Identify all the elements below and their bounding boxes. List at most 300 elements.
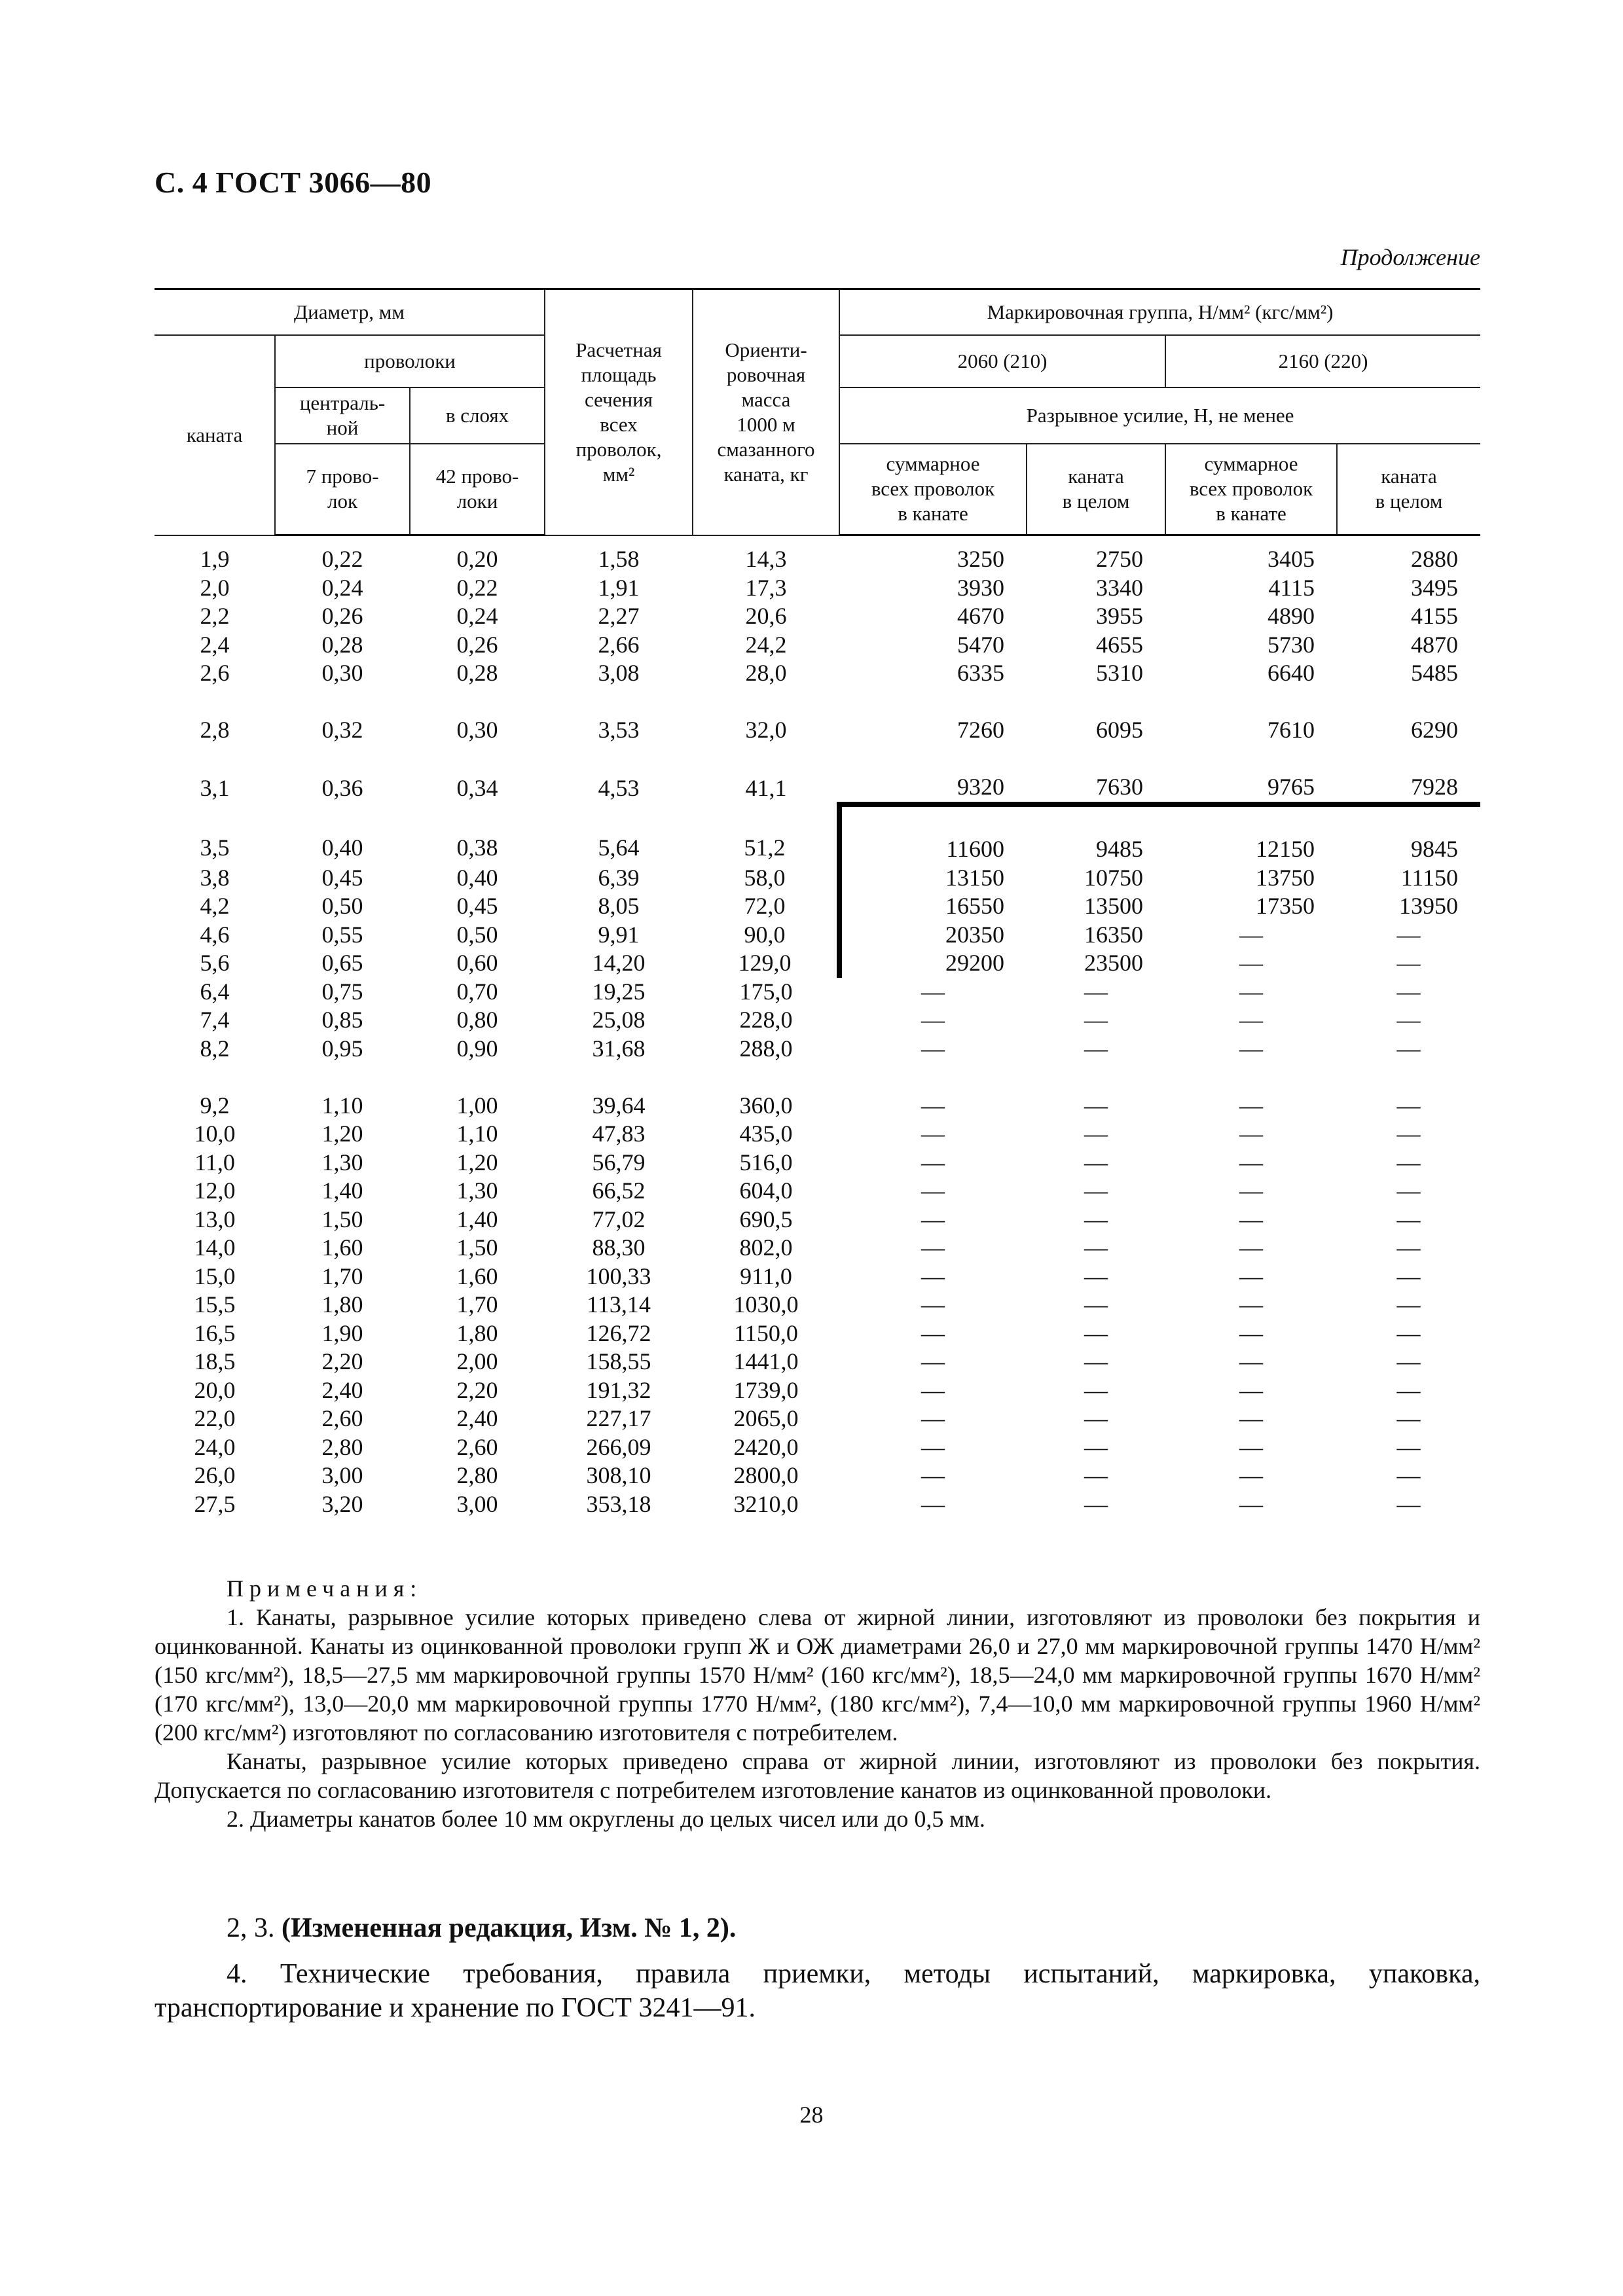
table-cell: 4,6 <box>200 921 230 948</box>
table-cell: — <box>921 1092 945 1119</box>
table-cell: — <box>1239 1263 1264 1289</box>
table-cell: 88,30 <box>592 1234 646 1261</box>
table-cell: 0,34 <box>456 775 498 801</box>
table-cell: — <box>1239 1490 1264 1517</box>
table-cell: 308,10 <box>586 1462 651 1488</box>
table-cell: — <box>921 1234 945 1261</box>
table-cell: 11150 <box>1400 864 1459 891</box>
table-cell: 1,40 <box>321 1177 363 1204</box>
table-cell: 0,40 <box>456 864 498 891</box>
table-cell: — <box>1396 1035 1421 1062</box>
table-cell: — <box>1396 1291 1421 1318</box>
table-cell: — <box>1396 950 1421 976</box>
table-cell: 2,40 <box>321 1376 363 1403</box>
table-cell: 1030,0 <box>733 1291 799 1318</box>
paragraph-2-3-edition: (Измененная редакция, Изм. № 1, 2). <box>282 1913 737 1943</box>
table-cell: 4870 <box>1411 631 1459 658</box>
table-cell: 6095 <box>1096 717 1144 743</box>
table-cell: — <box>921 1263 945 1289</box>
table-row <box>155 659 1480 688</box>
table-row <box>155 1234 1480 1263</box>
table-cell: 0,55 <box>321 921 363 948</box>
table-cell: 77,02 <box>592 1206 646 1232</box>
table-cell: 41,1 <box>745 775 787 801</box>
table-cell: 3,08 <box>598 660 640 686</box>
continuation-label: Продолжение <box>1340 244 1480 270</box>
table-cell: — <box>1396 1092 1421 1119</box>
header-seven-wires: 7 прово- лок <box>275 444 410 535</box>
table-cell: 3495 <box>1411 574 1459 601</box>
table-cell: 2,27 <box>598 603 640 629</box>
table-cell: 5470 <box>957 631 1005 658</box>
table-cell: 51,2 <box>744 834 786 861</box>
table-cell: 4655 <box>1096 631 1144 658</box>
table-cell: — <box>1396 1319 1421 1346</box>
table-cell: — <box>921 1462 945 1488</box>
table-cell: 288,0 <box>739 1035 793 1062</box>
table-cell: — <box>1396 1376 1421 1403</box>
note-1: 1. Канаты, разрывное усилие которых приведено слева от жирной линии, изготовляют из проволоки без покрытия и оцинкованной. Канаты из оцинкованной проволоки групп Ж и ОЖ диаметрами 26,0 и 27,0 мм маркировочной группы 1470 Н/мм² (150 кгс/мм²), 18,5—27,5 мм маркировочной группы 1570 Н/мм² (160 кгс/мм²), 18,5—24,0 мм маркировочной группы 1670 Н/мм² (170 кгс/мм²), 13,0—20,0 мм маркировочной группы 1770 Н/мм², (180 кгс/мм²), 7,4—10,0 мм маркировочной группы 1960 Н/мм² (200 кгс/мм²) изготовляют по согласованию изготовителя с потребителем. <box>155 1604 1480 1746</box>
table-cell: 0,36 <box>321 775 363 801</box>
table-cell: 10,0 <box>194 1121 236 1147</box>
table-cell: — <box>1084 1462 1108 1488</box>
header-central: централь- ной <box>275 387 410 444</box>
table-cell: 12150 <box>1165 804 1337 864</box>
table-cell: — <box>1396 1121 1421 1147</box>
table-row <box>155 574 1480 603</box>
table-cell: 3405 <box>1267 546 1315 572</box>
table-cell: — <box>1084 1376 1108 1403</box>
table-cell: 227,17 <box>586 1405 651 1431</box>
table-row <box>155 688 1480 745</box>
table-cell: 7260 <box>957 717 1005 743</box>
table-cell: 9,91 <box>598 921 640 948</box>
table-cell: — <box>1239 1177 1264 1204</box>
table-cell: 3,00 <box>321 1462 363 1488</box>
table-cell: — <box>1239 1121 1264 1147</box>
table-cell: — <box>1239 1319 1264 1346</box>
header-group-2160: 2160 (220) <box>1165 335 1480 387</box>
table-cell: 4115 <box>1268 574 1315 601</box>
table-cell: — <box>1239 1405 1264 1431</box>
table-cell: 19,25 <box>592 978 646 1005</box>
table-cell: 2,00 <box>456 1348 498 1374</box>
table-cell: — <box>1239 1149 1264 1175</box>
table-cell: 129,0 <box>738 950 792 976</box>
table-cell: 13,0 <box>194 1206 236 1232</box>
table-cell: 16,5 <box>194 1319 236 1346</box>
table-cell: 4670 <box>957 603 1005 629</box>
table-cell: 31,68 <box>592 1035 646 1062</box>
table-cell: 0,28 <box>321 631 363 658</box>
table-cell: 7630 <box>1096 774 1144 800</box>
table-cell: 0,45 <box>456 893 498 919</box>
table-cell: 2,20 <box>321 1348 363 1374</box>
note-2: 2. Диаметры канатов более 10 мм округлены до целых чисел или до 0,5 мм. <box>227 1806 985 1832</box>
table-cell: — <box>1396 1348 1421 1374</box>
header-wires: проволоки <box>275 335 545 387</box>
table-cell: — <box>1239 1092 1264 1119</box>
table-cell: 9485 <box>1027 804 1165 864</box>
table-row <box>155 1405 1480 1433</box>
table-cell: — <box>1396 1206 1421 1232</box>
table-cell: 175,0 <box>739 978 793 1005</box>
table-cell: 0,40 <box>321 834 363 861</box>
table-row <box>155 535 1480 574</box>
table-row <box>155 1063 1480 1120</box>
table-cell: 435,0 <box>739 1121 793 1147</box>
table-cell: 1,20 <box>456 1149 498 1175</box>
table-cell: 0,20 <box>456 546 498 572</box>
table-cell: 2,6 <box>200 660 230 686</box>
table-row <box>155 1177 1480 1206</box>
table-cell: 5485 <box>1411 660 1459 686</box>
table-cell: 6290 <box>1411 717 1459 743</box>
table-cell: 3210,0 <box>733 1490 799 1517</box>
table-cell: 1,90 <box>321 1319 363 1346</box>
table-cell: — <box>921 1319 945 1346</box>
table-row <box>155 1035 1480 1064</box>
table-row <box>155 892 1480 921</box>
header-fortytwo-wires: 42 прово- локи <box>410 444 545 535</box>
notes-section <box>155 1574 1480 1833</box>
table-cell: 9320 <box>957 774 1005 800</box>
table-cell: — <box>1239 1433 1264 1460</box>
table-row <box>155 864 1480 893</box>
table-cell: 1,10 <box>456 1121 498 1147</box>
table-cell: — <box>1239 1206 1264 1232</box>
table-cell: 2,20 <box>456 1376 498 1403</box>
table-cell: 5730 <box>1267 631 1315 658</box>
table-row <box>155 602 1480 631</box>
table-cell: 228,0 <box>739 1007 793 1033</box>
table-cell: 2,80 <box>321 1433 363 1460</box>
paragraph-2-3-prefix: 2, 3. <box>227 1913 282 1943</box>
table-row <box>155 1348 1480 1376</box>
table-row <box>155 804 1480 864</box>
table-cell: 1441,0 <box>733 1348 799 1374</box>
table-cell: 39,64 <box>592 1092 646 1119</box>
table-cell: — <box>1396 1490 1421 1517</box>
table-cell: — <box>1084 1121 1108 1147</box>
table-row <box>155 1291 1480 1319</box>
table-cell: — <box>1084 1234 1108 1261</box>
table-cell: 5310 <box>1096 660 1144 686</box>
table-cell: 15,0 <box>194 1263 236 1289</box>
table-cell: 11,0 <box>194 1149 235 1175</box>
table-cell: — <box>921 1206 945 1232</box>
table-cell: 4,2 <box>200 893 230 919</box>
table-cell: 16550 <box>839 892 1027 921</box>
table-cell: — <box>921 1490 945 1517</box>
table-cell: 2420,0 <box>733 1433 799 1460</box>
table-cell: 3,8 <box>200 864 230 891</box>
table-row <box>155 1120 1480 1149</box>
table-cell: 32,0 <box>745 717 787 743</box>
table-row <box>155 1433 1480 1462</box>
table-cell: 58,0 <box>744 864 786 891</box>
table-cell: — <box>1239 921 1264 948</box>
table-cell: 1,10 <box>321 1092 363 1119</box>
table-cell: 9765 <box>1267 774 1315 800</box>
paragraph-4 <box>155 1957 1480 2025</box>
table-cell: — <box>1396 978 1421 1005</box>
table-cell: 9,2 <box>200 1092 230 1119</box>
table-cell: 12,0 <box>194 1177 236 1204</box>
header-breaking-force: Разрывное усилие, Н, не менее <box>839 387 1480 444</box>
table-cell: 6335 <box>957 660 1005 686</box>
table-cell: 28,0 <box>745 660 787 686</box>
table-cell: — <box>1084 1319 1108 1346</box>
rope-parameters-table <box>155 288 1480 1518</box>
table-cell: 4890 <box>1267 603 1315 629</box>
table-cell: 10750 <box>1084 864 1144 891</box>
table-cell: 6,39 <box>598 864 640 891</box>
table-cell: — <box>1239 1376 1264 1403</box>
table-cell: 11600 <box>839 804 1027 864</box>
table-cell: — <box>921 1149 945 1175</box>
table-cell: 8,05 <box>598 893 640 919</box>
table-cell: 20350 <box>839 921 1027 950</box>
table-cell: 1,80 <box>321 1291 363 1318</box>
header-in-layers: в слоях <box>410 387 545 444</box>
table-cell: — <box>921 1121 945 1147</box>
table-cell: 1739,0 <box>733 1376 799 1403</box>
header-mass: Ориенти- ровочная масса 1000 м смазанного каната, кг <box>693 289 839 535</box>
table-cell: — <box>1084 1206 1108 1232</box>
table-row <box>155 1319 1480 1348</box>
table-cell: 4,53 <box>598 775 640 801</box>
header-rope-whole-1: каната в целом <box>1027 444 1165 535</box>
table-cell: — <box>921 1035 945 1062</box>
header-area: Расчетная площадь сечения всех проволок, мм² <box>545 289 693 535</box>
table-cell: 23500 <box>1084 950 1144 976</box>
table-cell: 13150 <box>839 864 1027 893</box>
header-sum-wires-2: суммарное всех проволок в канате <box>1165 444 1337 535</box>
table-cell: 191,32 <box>586 1376 651 1403</box>
table-cell: 2,66 <box>598 631 640 658</box>
table-cell: — <box>1239 1462 1264 1488</box>
table-cell: 1,80 <box>456 1319 498 1346</box>
table-cell: 6,4 <box>200 978 230 1005</box>
table-cell: — <box>1396 1405 1421 1431</box>
table-row <box>155 631 1480 660</box>
table-cell: 15,5 <box>194 1291 236 1318</box>
table-cell: 0,60 <box>456 950 498 976</box>
table-cell: 18,5 <box>194 1348 236 1374</box>
table-cell: — <box>1396 1263 1421 1289</box>
table-cell: 72,0 <box>744 893 786 919</box>
header-marking-group: Маркировочная группа, Н/мм² (кгс/мм²) <box>839 289 1480 335</box>
table-cell: 13750 <box>1256 864 1315 891</box>
table-cell: 1,91 <box>598 574 640 601</box>
table-cell: 1,9 <box>200 545 230 572</box>
table-cell: 3250 <box>957 546 1005 572</box>
table-cell: — <box>1396 1433 1421 1460</box>
table-cell: 0,22 <box>321 546 363 572</box>
table-cell: 1150,0 <box>734 1319 798 1346</box>
table-cell: 3340 <box>1096 574 1144 601</box>
table-cell: 0,90 <box>456 1035 498 1062</box>
table-cell: 0,30 <box>321 660 363 686</box>
page-header: С. 4 ГОСТ 3066—80 <box>155 166 432 199</box>
table-cell: 26,0 <box>194 1462 236 1488</box>
table-cell: — <box>1239 978 1264 1005</box>
table-cell: 1,50 <box>321 1206 363 1232</box>
table-cell: — <box>1396 1234 1421 1261</box>
table-cell: 0,22 <box>456 574 498 601</box>
table-cell: — <box>1239 950 1264 976</box>
table-cell: 353,18 <box>586 1490 651 1517</box>
table-cell: 14,20 <box>592 950 646 976</box>
table-cell: 100,33 <box>586 1263 651 1289</box>
table-cell: 47,83 <box>592 1121 646 1147</box>
table-cell: 66,52 <box>592 1177 646 1204</box>
table-cell: 604,0 <box>739 1177 793 1204</box>
table-cell: — <box>921 1007 945 1033</box>
table-cell: — <box>1084 1405 1108 1431</box>
table-cell: 5,64 <box>598 834 640 861</box>
table-cell: 690,5 <box>739 1206 793 1232</box>
table-cell: — <box>1396 1007 1421 1033</box>
table-cell: — <box>1239 1007 1264 1033</box>
table-cell: 0,24 <box>456 603 498 629</box>
table-cell: 29200 <box>839 949 1027 978</box>
table-cell: 0,28 <box>456 660 498 686</box>
table-row <box>155 949 1480 978</box>
table-cell: — <box>1084 1490 1108 1517</box>
table-row <box>155 745 1480 804</box>
table-row <box>155 1462 1480 1490</box>
table-cell: 2,80 <box>456 1462 498 1488</box>
paragraph-2-3 <box>155 1911 1480 1945</box>
table-cell: 113,14 <box>587 1291 651 1318</box>
table-cell: 2800,0 <box>733 1462 799 1488</box>
table-cell: — <box>1084 1149 1108 1175</box>
table-cell: 3930 <box>957 574 1005 601</box>
table-cell: — <box>1084 1433 1108 1460</box>
table-cell: — <box>1239 1348 1264 1374</box>
table-cell: 3955 <box>1096 603 1144 629</box>
table-cell: 7,4 <box>200 1007 230 1033</box>
table-cell: 2,0 <box>200 574 230 601</box>
header-sum-wires-1: суммарное всех проволок в канате <box>839 444 1027 535</box>
table-cell: — <box>1084 978 1108 1005</box>
table-body <box>155 535 1480 1519</box>
table-cell: 516,0 <box>739 1149 793 1175</box>
table-cell: 1,00 <box>456 1092 498 1119</box>
table-cell: — <box>1239 1291 1264 1318</box>
table-cell: 0,50 <box>456 921 498 948</box>
table-cell: 5,6 <box>200 950 230 976</box>
table-cell: 2,4 <box>200 631 230 658</box>
table-cell: 56,79 <box>592 1149 646 1175</box>
table-cell: — <box>1084 1291 1108 1318</box>
table-cell: 22,0 <box>194 1405 236 1431</box>
table-cell: 4155 <box>1411 603 1459 629</box>
table-cell: 2,40 <box>456 1405 498 1431</box>
table-row <box>155 1006 1480 1035</box>
table-cell: 3,00 <box>456 1490 498 1517</box>
table-cell: 0,85 <box>321 1007 363 1033</box>
table-row <box>155 1490 1480 1519</box>
table-cell: 1,60 <box>321 1234 363 1261</box>
table-cell: 0,32 <box>321 717 363 743</box>
table-cell: 24,0 <box>194 1433 236 1460</box>
table-cell: 20,0 <box>194 1376 236 1403</box>
table-cell: 27,5 <box>194 1490 236 1517</box>
table-cell: 3,1 <box>200 775 230 801</box>
table-cell: — <box>921 1405 945 1431</box>
table-cell: 0,70 <box>456 978 498 1005</box>
table-cell: 1,70 <box>321 1263 363 1289</box>
table-cell: 0,75 <box>321 978 363 1005</box>
table-cell: — <box>1396 1462 1421 1488</box>
table-cell: 2750 <box>1096 546 1144 572</box>
table-cell: — <box>1239 1234 1264 1261</box>
table-cell: — <box>1084 1092 1108 1119</box>
table-cell: 13950 <box>1399 893 1459 919</box>
table-cell: 360,0 <box>739 1092 793 1119</box>
table-cell: — <box>1084 1035 1108 1062</box>
table-row <box>155 1149 1480 1177</box>
header-diameter: Диаметр, мм <box>155 289 545 335</box>
table-cell: 90,0 <box>744 921 786 948</box>
table-row <box>155 1206 1480 1234</box>
table-cell: 266,09 <box>586 1433 651 1460</box>
table-cell: — <box>921 1291 945 1318</box>
table-cell: 3,53 <box>598 717 640 743</box>
table-cell: 3,20 <box>321 1490 363 1517</box>
table-cell: — <box>921 1348 945 1374</box>
table-cell: 0,30 <box>456 717 498 743</box>
table-cell: 802,0 <box>739 1234 793 1261</box>
table-cell: 20,6 <box>745 603 787 629</box>
header-rope: каната <box>155 335 275 535</box>
table-cell: — <box>1084 1348 1108 1374</box>
table-cell: 24,2 <box>745 631 787 658</box>
table-cell: — <box>1239 1035 1264 1062</box>
table-cell: 0,50 <box>321 893 363 919</box>
table-cell: 14,3 <box>745 545 787 572</box>
table-cell: 6640 <box>1267 660 1315 686</box>
table-cell: 2,2 <box>200 603 230 629</box>
header-group-2060: 2060 (210) <box>839 335 1165 387</box>
header-rope-whole-2: каната в целом <box>1337 444 1480 535</box>
table-cell: 0,26 <box>321 603 363 629</box>
table-cell: 1,60 <box>456 1263 498 1289</box>
notes-title: Примечания: <box>227 1575 423 1602</box>
table-cell: — <box>1396 1149 1421 1175</box>
paragraph-4-text: 4. Технические требования, правила приемки, методы испытаний, маркировка, упаковка, транспортирование и хранение по ГОСТ 3241—91. <box>155 1959 1480 2023</box>
table-cell: 0,26 <box>456 631 498 658</box>
table-cell: 126,72 <box>586 1319 651 1346</box>
table-cell: 0,95 <box>321 1035 363 1062</box>
table-row <box>155 921 1480 950</box>
table-cell: 911,0 <box>740 1263 792 1289</box>
table-cell: 0,80 <box>456 1007 498 1033</box>
table-cell: — <box>921 1433 945 1460</box>
table-cell: 2,8 <box>200 717 230 743</box>
note-1b: Канаты, разрывное усилие которых приведено справа от жирной линии, изготовляют из проволоки без покрытия. Допускается по согласованию изготовителя с потребителем изготовление канатов из оцинкованной проволоки. <box>155 1748 1480 1803</box>
table-cell: 1,40 <box>456 1206 498 1232</box>
table-cell: 2,60 <box>456 1433 498 1460</box>
table-cell: 13500 <box>1084 893 1144 919</box>
table-cell: 2880 <box>1411 546 1459 572</box>
table-cell: 1,30 <box>456 1177 498 1204</box>
table-cell: 7610 <box>1267 717 1315 743</box>
table-cell: 9845 <box>1337 804 1480 864</box>
